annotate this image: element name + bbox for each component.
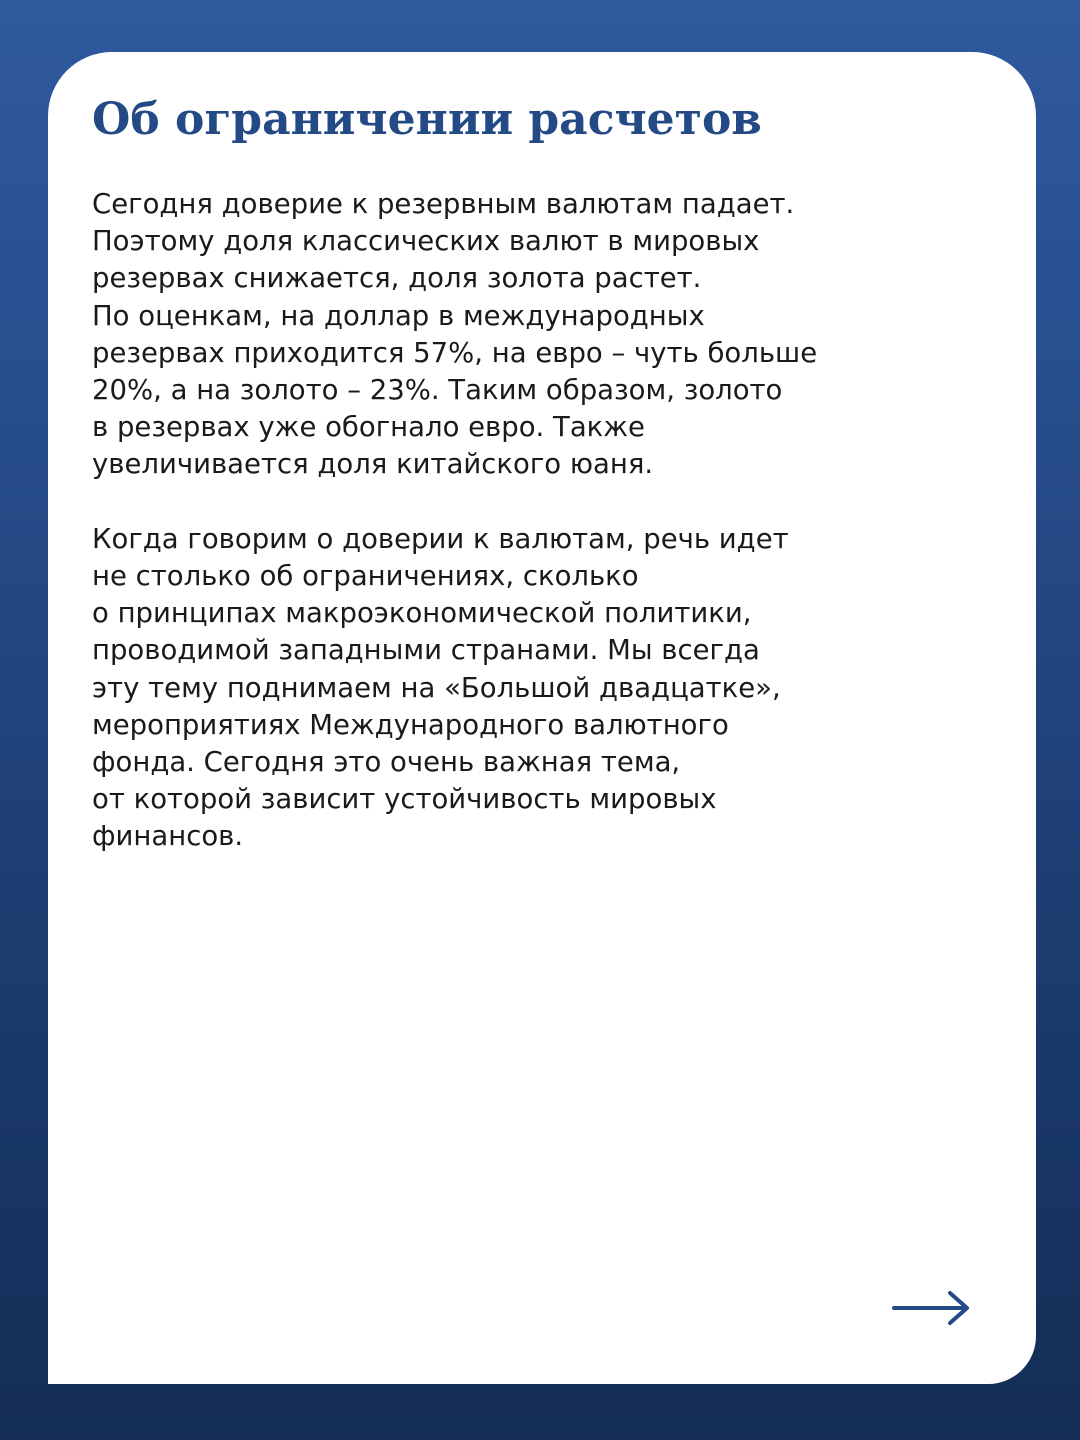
article-body xyxy=(92,186,992,856)
text-line: не столько об ограничениях, сколько xyxy=(92,560,639,593)
text-line: о принципах макроэкономической политики, xyxy=(92,597,752,630)
text-line: резервах снижается, доля золота растет. xyxy=(92,262,702,295)
text-line: Когда говорим о доверии к валютам, речь идет xyxy=(92,522,789,555)
text-line: 20%, а на золото – 23%. Таким образом, золото xyxy=(92,374,783,407)
paragraph-spacer xyxy=(92,484,992,521)
text-line: Поэтому доля классических валют в мировых xyxy=(92,225,760,258)
paragraph-1 xyxy=(92,186,992,484)
text-line: в резервах уже обогнало евро. Также xyxy=(92,411,645,444)
page-title: Об ограничении расчетов xyxy=(92,94,762,145)
text-line: эту тему поднимаем на «Большой двадцатке», xyxy=(92,671,781,704)
text-line: финансов. xyxy=(92,820,244,853)
text-line: По оценкам, на доллар в международных xyxy=(92,299,705,332)
text-line: фонда. Сегодня это очень важная тема, xyxy=(92,746,681,779)
card-speech-tail xyxy=(48,1300,84,1384)
text-line: проводимой западными странами. Мы всегда xyxy=(92,634,760,667)
text-line: мероприятиях Международного валютного xyxy=(92,708,729,741)
paragraph-2 xyxy=(92,521,992,856)
text-line: резервах приходится 57%, на евро – чуть больше xyxy=(92,336,818,369)
text-line: от которой зависит устойчивость мировых xyxy=(92,783,717,816)
text-line: Сегодня доверие к резервным валютам падает. xyxy=(92,188,795,220)
text-line: увеличивается доля китайского юаня. xyxy=(92,448,654,481)
arrow-right-icon[interactable] xyxy=(892,1290,972,1326)
